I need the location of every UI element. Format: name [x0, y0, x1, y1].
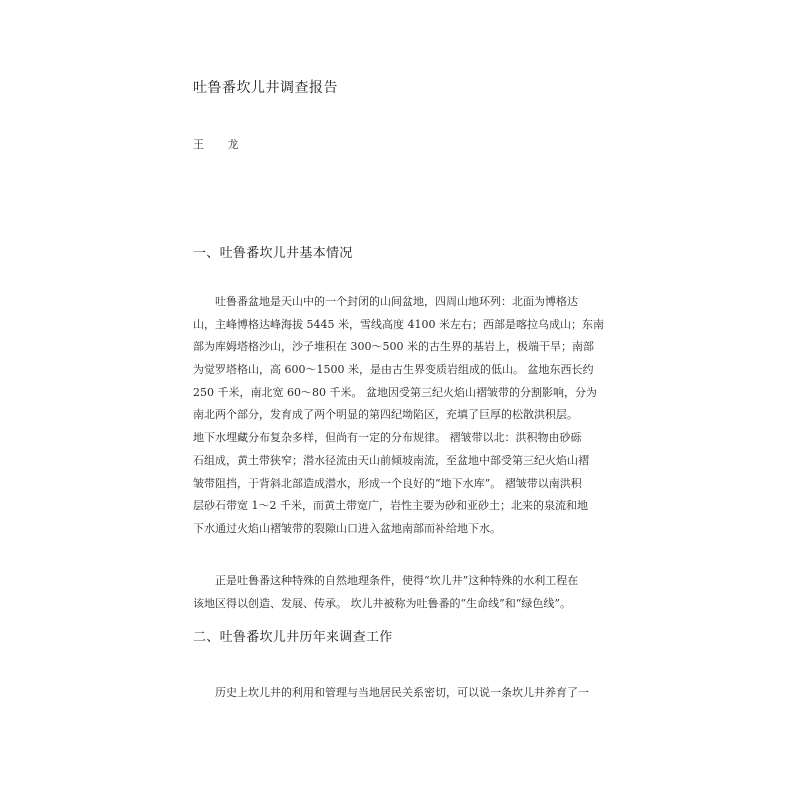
text-line: 南北两个部分，发育成了两个明显的第四纪坳陷区，充填了巨厚的松散洪积层。	[193, 408, 578, 422]
text-line: 250 千米，南北宽 60～80 千米。 盆地因受第三纪火焰山褶皱带的分割影响，分为	[193, 385, 597, 399]
text-line: 正是吐鲁番这种特殊的自然地理条件，使得“坎儿井”这种特殊的水利工程在	[193, 574, 579, 587]
text-line: 该地区得以创造、发展、传承。 坎儿井被称为吐鲁番的“生命线”和“绿色线”。	[193, 596, 571, 610]
section-heading-1: 一、吐鲁番坎儿井基本情况	[193, 246, 353, 261]
text-line: 石组成，黄土带狭窄；潜水径流由天山前倾坡南流，至盆地中部受第三纪火焰山褶	[193, 453, 589, 467]
text-line: 部为库姆塔格沙山，沙子堆积在 300～500 米的古生界的基岩上，极端干旱；南部	[193, 340, 594, 354]
text-line: 为觉罗塔格山，高 600～1500 米，是由古生界变质岩组成的低山。 盆地东西长约	[193, 363, 594, 377]
section-1-paragraph-2	[193, 570, 611, 615]
text-line: 山，主峰博格达峰海拔 5445 米，雪线高度 4100 米左右；西部是喀拉乌成山；东南	[193, 317, 604, 331]
text-line: 层砂石带宽 1～2 千米，而黄土带宽广，岩性主要为砂和亚砂土；北来的泉流和地	[193, 499, 588, 513]
section-2-paragraph-1	[193, 682, 611, 705]
text-line: 历史上坎儿井的利用和管理与当地居民关系密切，可以说一条坎儿井养育了一	[193, 686, 589, 699]
text-line: 地下水埋藏分布复杂多样，但尚有一定的分布规律。 褶皱带以北：洪积物由砂砾	[193, 431, 582, 445]
text-line: 皱带阻挡，于背斜北部造成潜水，形成一个良好的“地下水库”。 褶皱带以南洪积	[193, 476, 582, 490]
section-heading-2: 二、吐鲁番坎儿井历年来调查工作	[193, 630, 393, 645]
author-name: 王 龙	[193, 138, 249, 151]
text-line: 下水通过火焰山褶皱带的裂隙山口进入盆地南部而补给地下水。	[193, 521, 501, 535]
section-1-paragraph-1	[193, 291, 611, 541]
document-title: 吐鲁番坎儿井调查报告	[193, 80, 338, 96]
text-line: 吐鲁番盆地是天山中的一个封闭的山间盆地，四周山地环列：北面为博格达	[193, 295, 578, 308]
